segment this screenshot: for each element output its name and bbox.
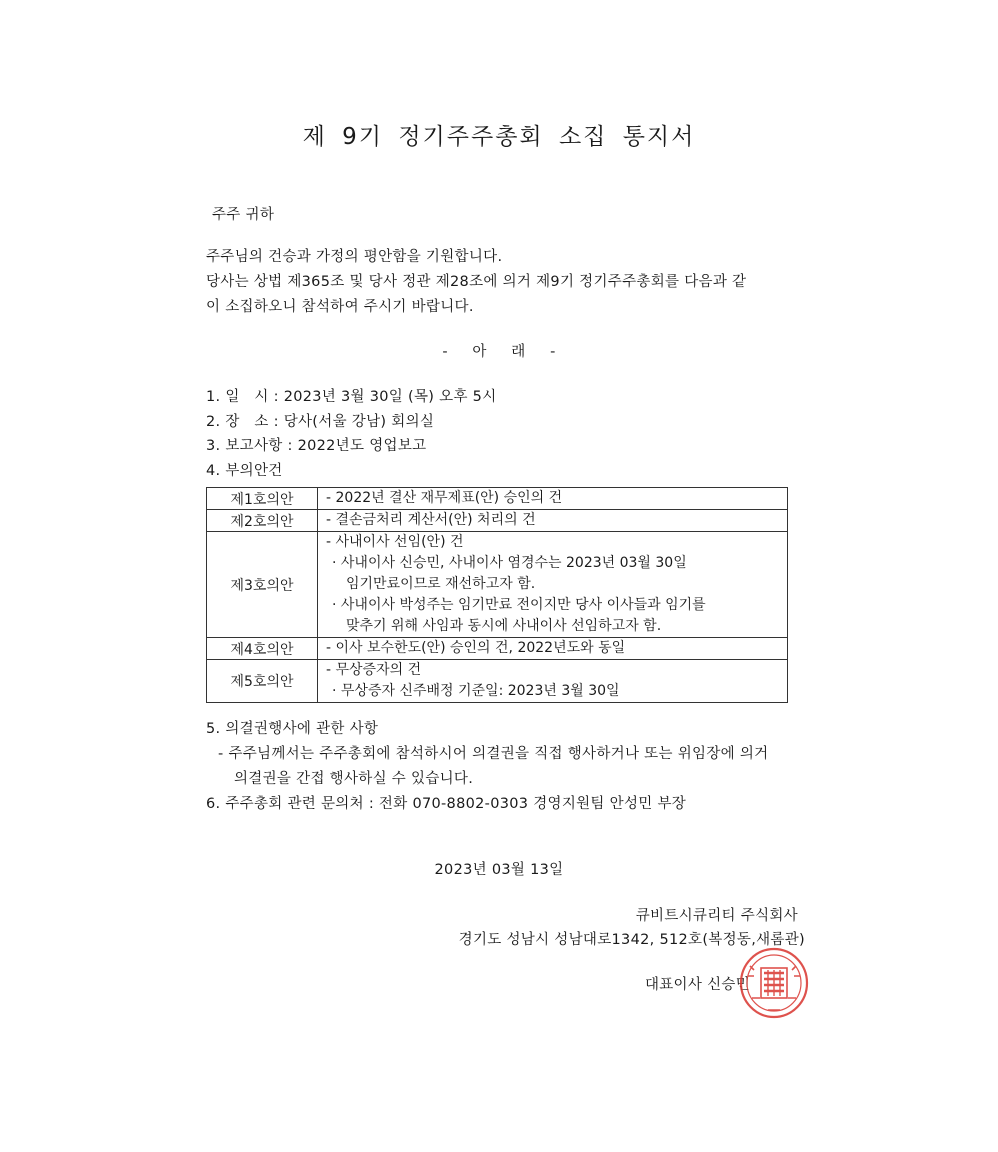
agenda-detail: · 사내이사 박성주는 임기만료 전이지만 당사 이사들과 임기를	[332, 597, 706, 613]
item-voting-line-1: - 주주님께서는 주주총회에 참석하시어 의결권을 직접 행사하거나 또는 위임장에 의거	[218, 746, 769, 762]
agenda-number: 제2호의안	[207, 510, 318, 532]
company-seal-icon	[738, 946, 810, 1020]
intro-text-line-2: 이 소집하오니 참석하여 주시기 바랍니다.	[206, 299, 474, 315]
item-contact: 6. 주주총회 관련 문의처 : 전화 070-8802-0303 경영지원팀 안성민 부장	[206, 796, 687, 812]
agenda-table	[206, 487, 788, 703]
item-voting-line-2: 의결권을 간접 행사하실 수 있습니다.	[234, 771, 474, 787]
item-voting-heading: 5. 의결권행사에 관한 사항	[206, 721, 379, 737]
table-row	[207, 532, 788, 638]
notice-date: 2023년 03월 13일	[434, 862, 564, 878]
agenda-description: - 이사 보수한도(안) 승인의 건, 2022년도와 동일	[326, 640, 626, 656]
company-name: 큐비트시큐리티 주식회사	[635, 908, 798, 924]
section-heading: - 아 래 -	[442, 344, 556, 360]
agenda-description: - 사내이사 선임(안) 건	[326, 534, 464, 550]
agenda-detail: 임기만료이므로 재선하고자 함.	[346, 576, 536, 592]
item-location: 2. 장 소 : 당사(서울 강남) 회의실	[206, 414, 435, 430]
company-address: 경기도 성남시 성남대로1342, 512호(복정동,새롬관)	[458, 932, 805, 948]
addressee: 주주 귀하	[212, 207, 275, 223]
agenda-detail: 맞추기 위해 사임과 동시에 사내이사 선임하고자 함.	[346, 618, 662, 634]
agenda-number: 제3호의안	[207, 532, 318, 638]
document-title: 제 9기 정기주주총회 소집 통지서	[302, 124, 696, 150]
table-row	[207, 488, 788, 510]
intro-text-line-1: 당사는 상법 제365조 및 당사 정관 제28조에 의거 제9기 정기주주총회를 다음과 같	[206, 274, 747, 290]
agenda-detail: · 사내이사 신승민, 사내이사 염경수는 2023년 03월 30일	[332, 555, 687, 571]
agenda-description: - 2022년 결산 재무제표(안) 승인의 건	[326, 490, 563, 506]
table-row	[207, 660, 788, 703]
table-row	[207, 638, 788, 660]
ceo-name: 대표이사 신승민	[644, 977, 750, 993]
greeting-text: 주주님의 건승과 가정의 평안함을 기원합니다.	[206, 249, 503, 265]
item-report: 3. 보고사항 : 2022년도 영업보고	[206, 438, 427, 454]
agenda-number: 제5호의안	[207, 660, 318, 703]
agenda-number: 제1호의안	[207, 488, 318, 510]
item-agenda-heading: 4. 부의안건	[206, 463, 283, 479]
agenda-number: 제4호의안	[207, 638, 318, 660]
item-date-time: 1. 일 시 : 2023년 3월 30일 (목) 오후 5시	[206, 389, 497, 405]
table-row	[207, 510, 788, 532]
agenda-description: - 결손금처리 계산서(안) 처리의 건	[326, 512, 536, 528]
agenda-description: - 무상증자의 건	[326, 662, 422, 678]
agenda-detail: · 무상증자 신주배정 기준일: 2023년 3월 30일	[332, 683, 620, 699]
